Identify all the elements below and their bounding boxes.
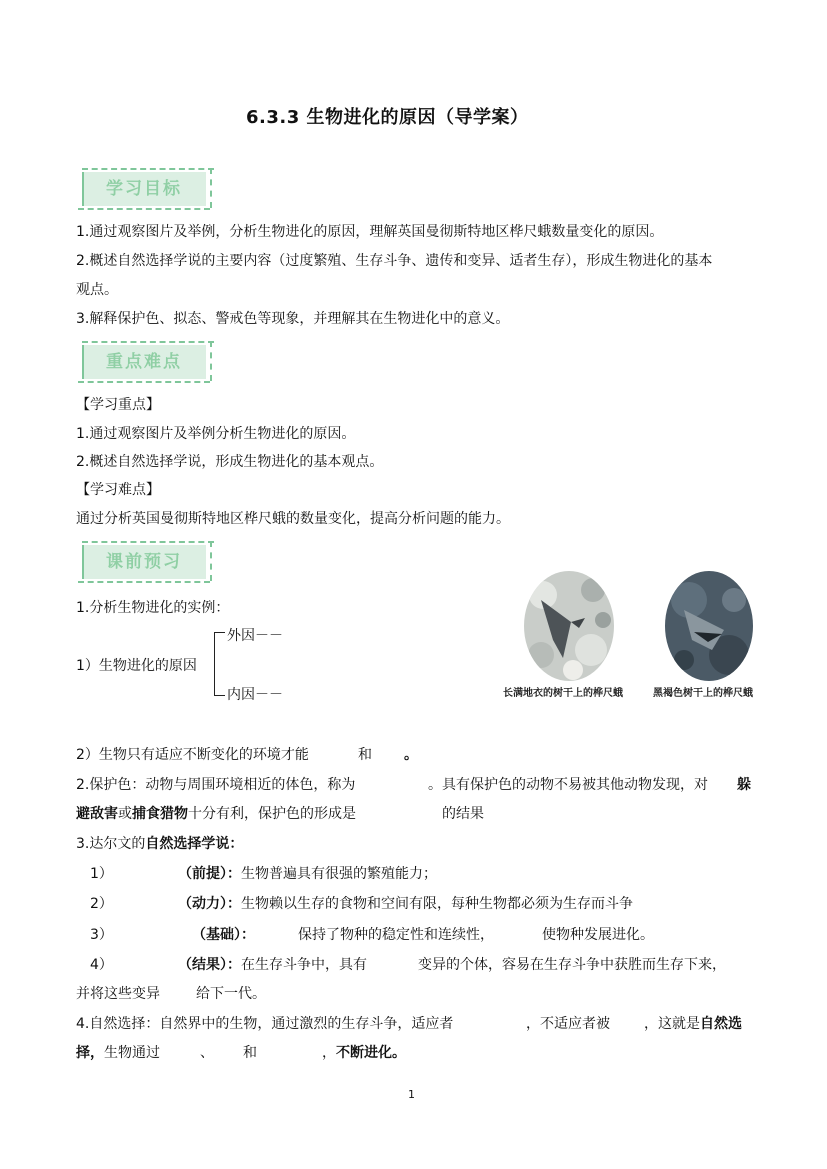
q2-line1c: 躲 (737, 777, 751, 793)
q2-avoid-enemies: 避敌害 (76, 806, 118, 822)
q4-c (644, 1014, 742, 1034)
q3-3-tag (192, 925, 255, 945)
goal-2: 2.概述自然选择学说的主要内容（过度繁殖、生存斗争、遗传和变异、适者生存），形成生物进化的基本 (76, 253, 713, 269)
q3-4-text-a: 在生存斗争中，具有 (241, 957, 367, 973)
q3-2-tag: （动力）： (178, 896, 241, 912)
q4-a: 4.自然选择：自然界中的生物，通过激烈的生存斗争，适应者 (76, 1016, 454, 1032)
q3-1-tag: （前提）： (178, 866, 241, 882)
q4-line2d: 和 (243, 1045, 257, 1061)
q4-line2e (322, 1043, 406, 1063)
q3-4-text-b: 变异的个体，容易在生存斗争中获胜而生存下来， (418, 957, 726, 973)
q3-1-text: 生物普遍具有很强的繁殖能力； (241, 866, 437, 882)
q3-3-text-a: 保持了物种的稳定性和连续性， (298, 927, 494, 943)
moth-left-caption: 长满地衣的树干上的桦尺蛾 (503, 688, 623, 699)
q1-part2-a: 2）生物只有适应不断变化的环境才能 (76, 747, 309, 763)
q3-4-line2a: 并将这些变异 (76, 986, 160, 1002)
q3-4-num: 4） (90, 957, 113, 973)
focus-1: 1.通过观察图片及举例分析生物进化的原因。 (76, 426, 356, 442)
focus-header: 【学习重点】 (76, 397, 160, 413)
q3-3-tag-text: （基础）： (192, 927, 255, 943)
q4-line2f: 不断进化。 (336, 1045, 406, 1061)
badge-key-points (82, 345, 206, 379)
q1-part2-b: 和 (358, 747, 372, 763)
q4-b: ，不适应者被 (526, 1016, 610, 1032)
q4-c-text: ，这就是 (644, 1016, 700, 1032)
q1-cause: 1）生物进化的原因 (76, 658, 197, 674)
q3-4-tag: （结果）： (178, 957, 241, 973)
goal-3: 3.解释保护色、拟态、警戒色等现象，并理解其在生物进化中的意义。 (76, 311, 510, 327)
q3-1 (178, 864, 437, 884)
q2-catch-prey: 捕食猎物 (132, 806, 188, 822)
badge-key-points-label: 重点难点 (106, 352, 182, 372)
moth-dark-bark-image (664, 570, 754, 686)
difficulty-1: 通过分析英国曼彻斯特地区桦尺蛾的数量变化，提高分析问题的能力。 (76, 511, 510, 527)
q2-line1a: 2.保护色：动物与周围环境相近的体色，称为 (76, 777, 356, 793)
q3-4-line2b: 给下一代。 (196, 986, 266, 1002)
q2-line1b: 。具有保护色的动物不易被其他动物发现，对 (428, 777, 708, 793)
q4-line2c: 、 (200, 1045, 214, 1061)
q3-3-text-b: 使物种发展进化。 (542, 927, 654, 943)
difficulty-header: 【学习难点】 (76, 482, 160, 498)
q1-external: 外因－－ (227, 628, 283, 644)
q3-2-num: 2） (90, 896, 113, 912)
bracket (214, 632, 225, 696)
q4-line2a: 择， (76, 1045, 104, 1061)
goal-2-cont: 观点。 (76, 282, 118, 298)
q3-3-num: 3） (90, 927, 113, 943)
q2-line2 (76, 804, 356, 824)
page-title: 6.3.3 生物进化的原因（导学案） (246, 107, 529, 128)
q3-2-text: 生物赖以生存的食物和空间有限，每种生物都必须为生存而斗争 (241, 896, 633, 912)
q3-heading (76, 834, 243, 854)
badge-learning-goals (82, 172, 206, 206)
q4-d: 自然选 (700, 1016, 742, 1032)
focus-2: 2.概述自然选择学说，形成生物进化的基本观点。 (76, 454, 384, 470)
page-number: 1 (408, 1088, 415, 1101)
q4-line2 (76, 1043, 160, 1063)
moth-lichen-image (523, 570, 615, 686)
q3-heading-b: 自然选择学说： (145, 836, 244, 852)
badge-preview-label: 课前预习 (106, 552, 182, 572)
q3-heading-a: 3.达尔文的 (76, 836, 146, 852)
q1-internal: 内因－－ (227, 687, 283, 703)
q3-1-num: 1） (90, 866, 113, 882)
q1-heading: 1.分析生物进化的实例： (76, 600, 230, 616)
q4-comma: ， (322, 1045, 336, 1061)
q3-2 (178, 894, 633, 914)
badge-learning-goals-label: 学习目标 (106, 179, 182, 199)
q2-or: 或 (118, 806, 132, 822)
q1-part2-c: 。 (404, 747, 418, 763)
goal-1: 1.通过观察图片及举例，分析生物进化的原因，理解英国曼彻斯特地区桦尺蛾数量变化的原因。 (76, 224, 664, 240)
badge-preview (82, 545, 206, 579)
q4-line2b: 生物通过 (104, 1045, 160, 1061)
q2-line2e: 的结果 (442, 806, 484, 822)
q3-4 (178, 955, 367, 975)
moth-right-caption: 黑褐色树干上的桦尺蛾 (653, 688, 753, 699)
q2-line2d: 十分有利，保护色的形成是 (188, 806, 356, 822)
